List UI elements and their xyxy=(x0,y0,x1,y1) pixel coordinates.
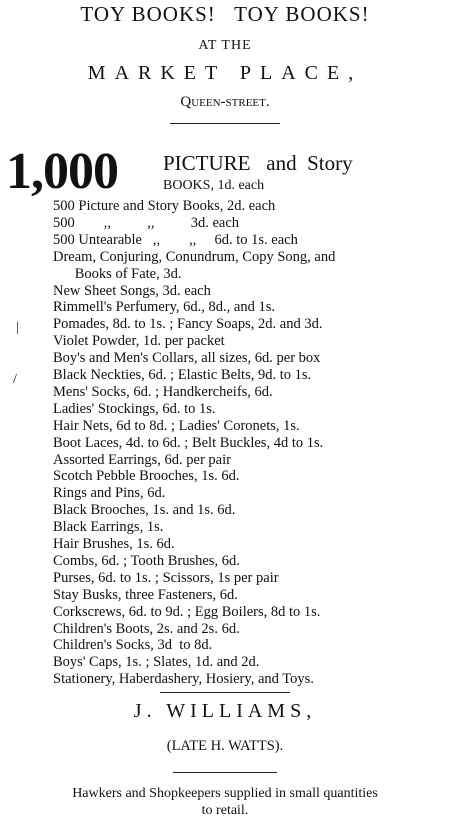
list-item: Hair Brushes, 1s. 6d. xyxy=(53,536,175,552)
list-item: Corkscrews, 6d. to 9d. ; Egg Boilers, 8d to 1s. xyxy=(53,603,321,620)
list-item: Boot Laces, 4d. to 6d. ; Belt Buckles, 4d to 1s. xyxy=(53,434,324,451)
merchant-name: J. WILLIAMS, xyxy=(133,700,317,722)
list-item: Dream, Conjuring, Conundrum, Copy Song, and xyxy=(53,248,336,265)
divider-middle xyxy=(160,692,290,693)
headline-at-the: AT THE xyxy=(198,38,252,53)
divider-top xyxy=(170,123,280,124)
list-item: Scotch Pebble Brooches, 1s. 6d. xyxy=(53,468,240,485)
list-item: Combs, 6d. ; Tooth Brushes, 6d. xyxy=(53,552,240,569)
list-item: Stay Busks, three Fasteners, 6d. xyxy=(53,586,238,603)
list-item: Rimmell's Perfumery, 6d., 8d., and 1s. xyxy=(53,299,275,316)
list-item: Mens' Socks, 6d. ; Handkercheifs, 6d. xyxy=(53,383,273,400)
headline-address: Queen-street. xyxy=(180,94,270,110)
list-item: 500 Picture and Story Books, 2d. each xyxy=(53,198,276,214)
divider-bottom xyxy=(173,772,277,773)
list-item: Violet Powder, 1d. per packet xyxy=(53,333,225,350)
list-item: 500 ,, ,, 3d. each xyxy=(53,214,240,231)
list-item: 500 Untearable ,, ,, 6d. to 1s. each xyxy=(53,231,298,248)
list-item: Purses, 6d. to 1s. ; Scissors, 1s per pair xyxy=(53,569,279,586)
list-item: Rings and Pins, 6d. xyxy=(53,485,166,502)
list-item: Ladies' Stockings, 6d. to 1s. xyxy=(53,400,216,417)
list-item: Black Neckties, 6d. ; Elastic Belts, 9d. to 1s. xyxy=(53,367,312,383)
list-item: Boys' Caps, 1s. ; Slates, 1d. and 2d. xyxy=(53,654,260,671)
list-item: Black Brooches, 1s. and 1s. 6d. xyxy=(53,502,236,519)
merchant-late: (LATE H. WATTS). xyxy=(166,738,284,754)
footer-note-line2: to retail. xyxy=(201,803,249,818)
list-item: Hair Nets, 6d to 8d. ; Ladies' Coronets, 1s. xyxy=(53,417,300,434)
headline-toy-books: TOY BOOKS! TOY BOOKS! xyxy=(80,2,370,26)
list-item: New Sheet Songs, 3d. each xyxy=(53,282,211,299)
lead-title: PICTURE and Story xyxy=(163,151,353,175)
margin-mark: / xyxy=(13,372,17,387)
headline-market-place: MARKET PLACE, xyxy=(87,62,363,84)
list-item: Assorted Earrings, 6d. per pair xyxy=(53,451,231,468)
list-item: Books of Fate, 3d. xyxy=(53,265,182,282)
list-item: Black Earrings, 1s. xyxy=(53,519,164,536)
list-item: Stationery, Haberdashery, Hosiery, and Toys. xyxy=(53,671,314,688)
list-item: Children's Boots, 2s. and 2s. 6d. xyxy=(53,620,240,637)
lead-subtitle: BOOKS, 1d. each xyxy=(163,178,265,193)
footer-note-line1: Hawkers and Shopkeepers supplied in small quantities xyxy=(72,786,378,801)
list-item: Pomades, 8d. to 1s. ; Fancy Soaps, 2d. and 3d. xyxy=(53,316,323,333)
lead-number: 1,000 xyxy=(6,143,118,200)
list-item: Children's Socks, 3d to 8d. xyxy=(53,637,213,654)
margin-mark: | xyxy=(16,320,19,335)
list-item: Boy's and Men's Collars, all sizes, 6d. per box xyxy=(53,350,321,367)
